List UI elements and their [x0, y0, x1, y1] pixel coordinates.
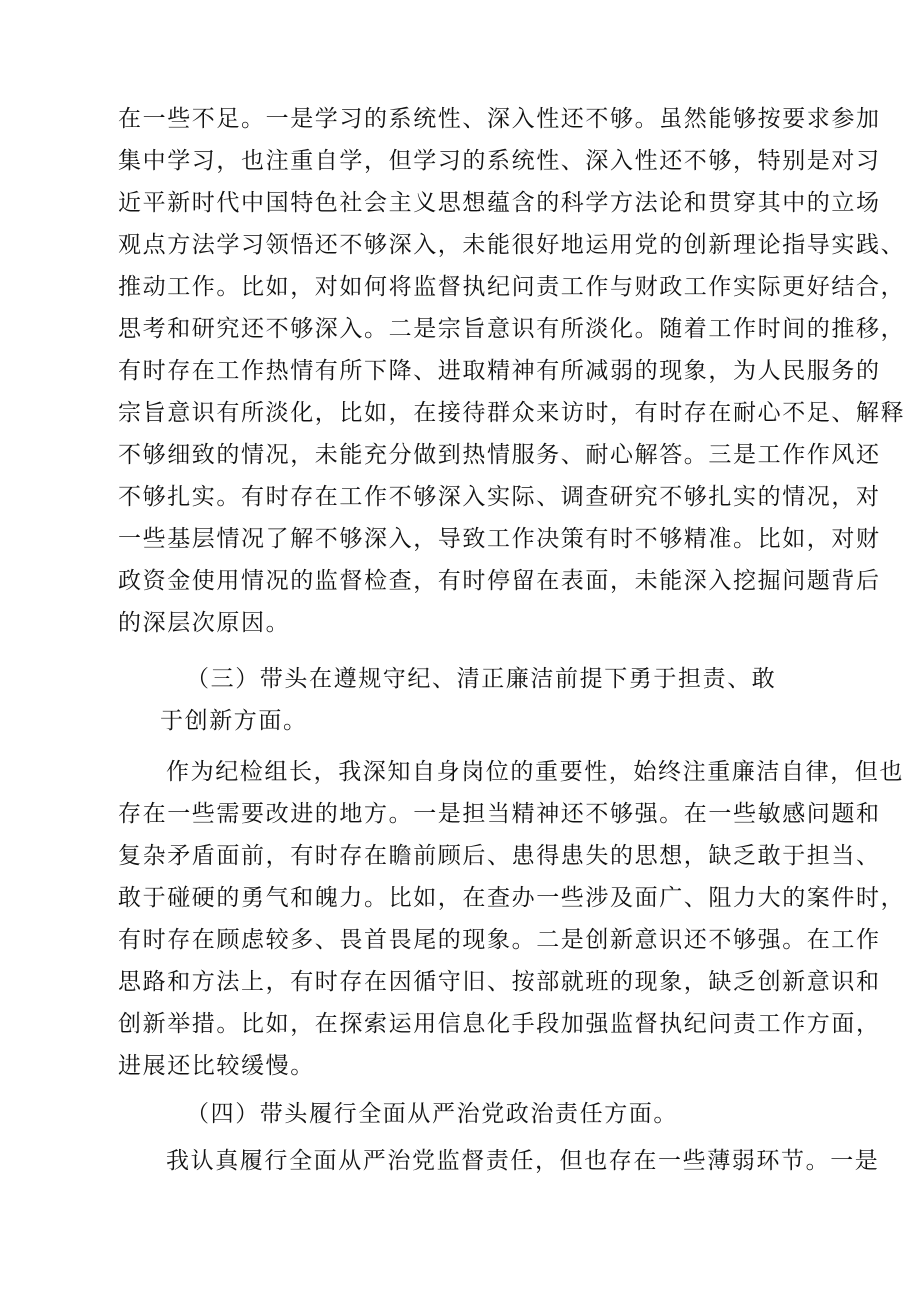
section-heading-3-continued: 于创新方面。: [160, 708, 308, 734]
paragraph-line: 敢于碰硬的勇气和魄力。比如，在查办一些涉及面广、阻力大的案件时，: [118, 885, 906, 911]
paragraph-line: 宗旨意识有所淡化，比如，在接待群众来访时，有时存在耐心不足、解释: [118, 400, 906, 426]
section-heading-3: （三）带头在遵规守纪、清正廉洁前提下勇于担责、敢: [186, 666, 777, 692]
paragraph-line: 思路和方法上，有时存在因循守旧、按部就班的现象，缺乏创新意识和: [118, 969, 881, 995]
paragraph-line: 一些基层情况了解不够深入，导致工作决策有时不够精准。比如，对财: [118, 526, 881, 552]
paragraph-line: 近平新时代中国特色社会主义思想蕴含的科学方法论和贯穿其中的立场: [118, 190, 881, 216]
paragraph-line: 思考和研究还不够深入。二是宗旨意识有所淡化。随着工作时间的推移，: [118, 316, 906, 342]
paragraph-line: 不够扎实。有时存在工作不够深入实际、调查研究不够扎实的情况，对: [118, 484, 881, 510]
paragraph-line: 政资金使用情况的监督检查，有时停留在表面，未能深入挖掘问题背后: [118, 568, 881, 594]
paragraph-line: 集中学习，也注重自学，但学习的系统性、深入性还不够，特别是对习: [118, 148, 881, 174]
paragraph-line: 创新举措。比如，在探索运用信息化手段加强监督执纪问责工作方面，: [118, 1011, 881, 1037]
paragraph-line: 存在一些需要改进的地方。一是担当精神还不够强。在一些敏感问题和: [118, 801, 881, 827]
paragraph-line: 推动工作。比如，对如何将监督执纪问责工作与财政工作实际更好结合，: [118, 274, 906, 300]
paragraph-line: 的深层次原因。: [118, 610, 291, 636]
paragraph-line: 复杂矛盾面前，有时存在瞻前顾后、患得患失的思想，缺乏敢于担当、: [118, 843, 881, 869]
paragraph-line: 在一些不足。一是学习的系统性、深入性还不够。虽然能够按要求参加: [118, 106, 881, 132]
paragraph-line: 观点方法学习领悟还不够深入，未能很好地运用党的创新理论指导实践、: [118, 232, 906, 258]
section-heading-4: （四）带头履行全面从严治党政治责任方面。: [186, 1101, 678, 1127]
paragraph-line: 不够细致的情况，未能充分做到热情服务、耐心解答。三是工作作风还: [118, 442, 881, 468]
paragraph-line: 作为纪检组长，我深知自身岗位的重要性，始终注重廉洁自律，但也: [166, 759, 904, 785]
paragraph-line: 有时存在顾虑较多、畏首畏尾的现象。二是创新意识还不够强。在工作: [118, 927, 881, 953]
paragraph-line: 进展还比较缓慢。: [118, 1053, 315, 1079]
paragraph-line: 有时存在工作热情有所下降、进取精神有所减弱的现象，为人民服务的: [118, 358, 881, 384]
paragraph-line: 我认真履行全面从严治党监督责任，但也存在一些薄弱环节。一是: [166, 1148, 880, 1174]
